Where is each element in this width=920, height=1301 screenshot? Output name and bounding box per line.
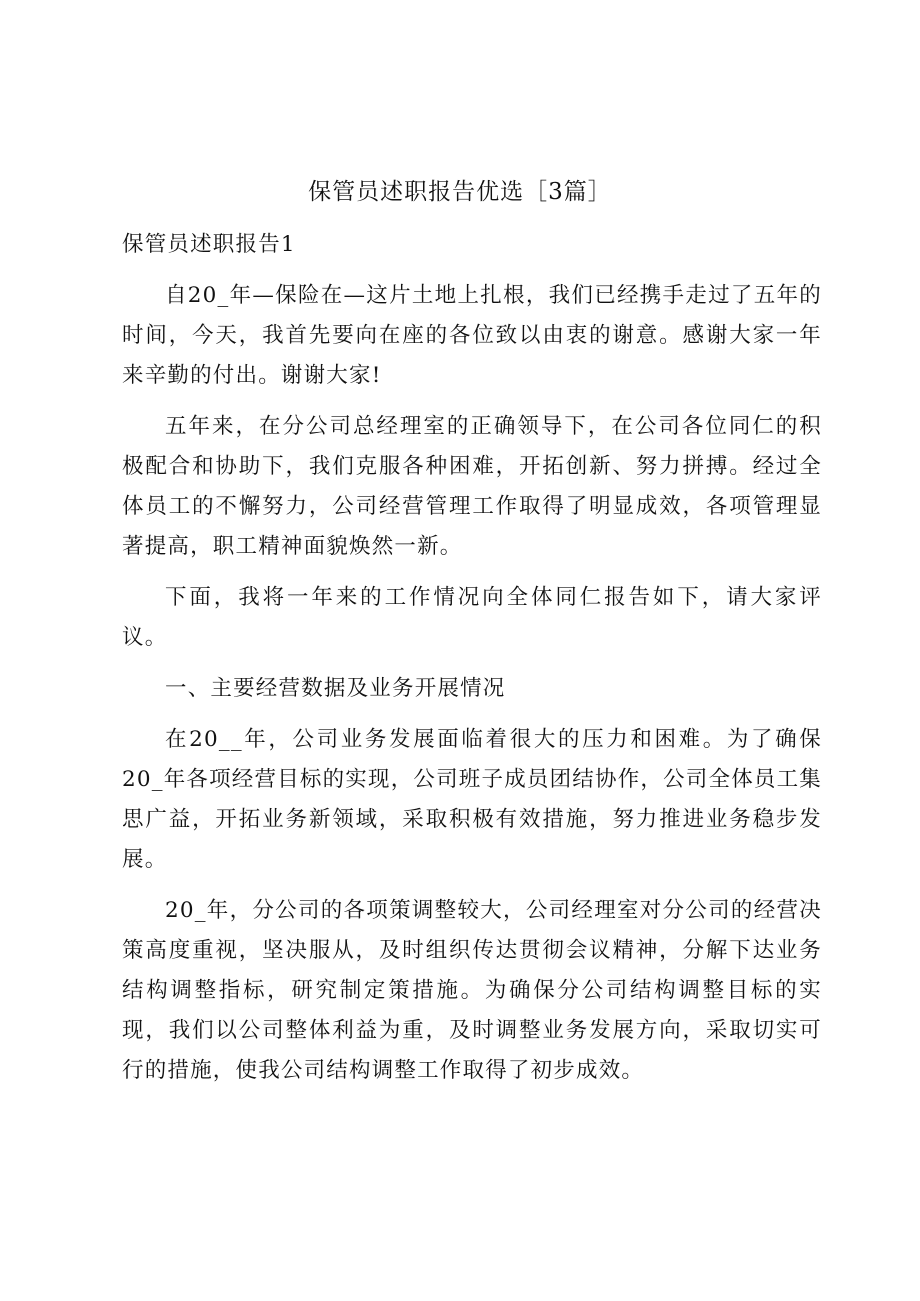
paragraph-opening: 自20_年—保险在—这片土地上扎根，我们已经携手走过了五年的时间，今天，我首先要向在座的各位致以由衷的谢意。感谢大家一年来辛勤的付出。谢谢大家! — [122, 283, 822, 388]
subsection-heading: 一、主要经营数据及业务开展情况 — [165, 676, 506, 701]
paragraph-business-pressure: 在20__年，公司业务发展面临着很大的压力和困难。为了确保20_年各项经营目标的实现，公司班子成员团结协作，公司全体员工集思广益，开拓业务新领域，采取积极有效措施，努力推进业务稳步发展。 — [122, 727, 823, 872]
paragraph-five-years: 五年来，在分公司总经理室的正确领导下，在公司各位同仁的积极配合和协助下，我们克服各种困难，开拓创新、努力拼搏。经过全体员工的不懈努力，公司经营管理工作取得了明显成效，各项管理显著提高，职工精神面貌焕然一新。 — [122, 414, 822, 559]
paragraph-report-intro: 下面，我将一年来的工作情况向全体同仁报告如下，请大家评议。 — [122, 585, 822, 650]
paragraph-structure-adjustment: 20_年，分公司的各项策调整较大，公司经理室对分公司的经营决策高度重视，坚决服从，及时组织传达贯彻会议精神，分解下达业务结构调整指标，研究制定策措施。为确保分公司结构调整目标的实现，我们以公司整体利益为重，及时调整业务发展方向，采取切实可行的措施，使我公司结构调整工作取得了初步成效。 — [122, 898, 822, 1083]
section-heading: 保管员述职报告1 — [122, 232, 296, 257]
document-title: 保管员述职报告优选［3篇］ — [308, 179, 612, 205]
document-body — [122, 225, 822, 1102]
